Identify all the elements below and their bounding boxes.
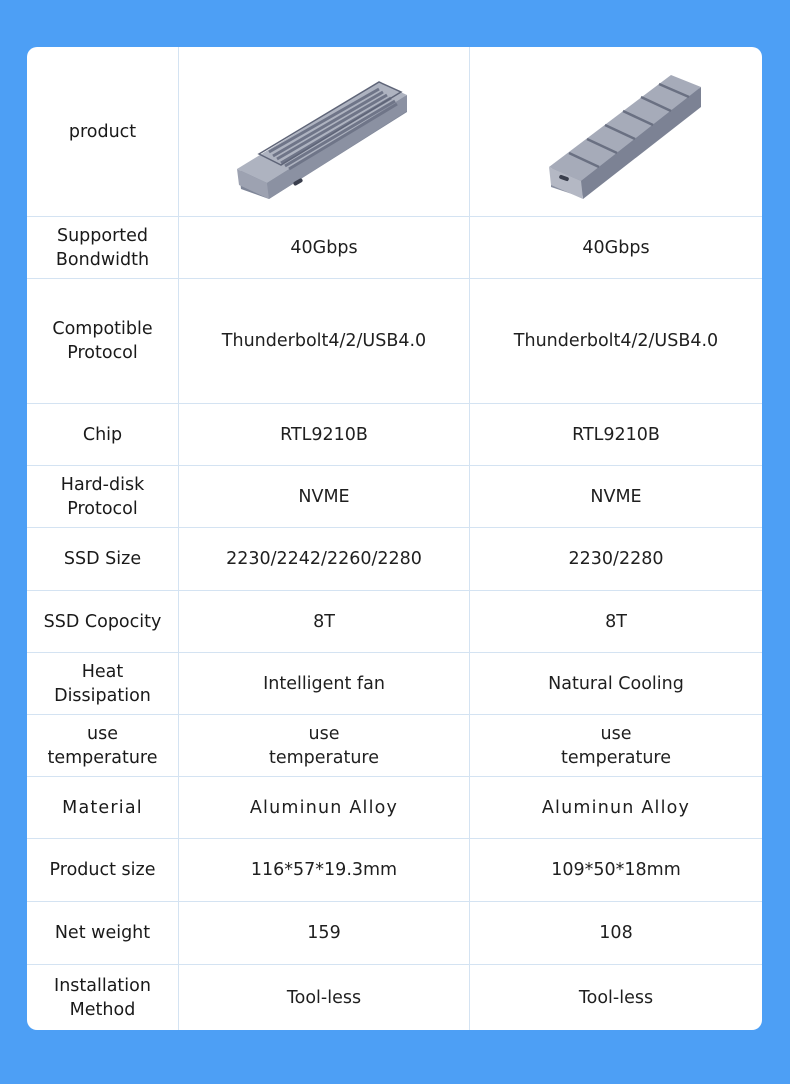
row-value-b: Thunderbolt4/2/USB4.0: [470, 279, 762, 404]
row-value-a: 159: [179, 902, 470, 965]
row-value-a: Aluminun Alloy: [179, 777, 470, 839]
row-label: Supported Bondwidth: [27, 217, 179, 279]
row-label: SSD Size: [27, 528, 179, 591]
product-a-cell: [179, 47, 470, 217]
row-value-b: Tool-less: [578, 987, 654, 1008]
row-label: Chip: [27, 404, 179, 466]
product-b-cell: [470, 47, 762, 217]
ssd-enclosure-with-fan-image: [229, 57, 419, 207]
row-label: use temperature: [27, 715, 179, 777]
row-label: Compotible Protocol: [27, 279, 179, 404]
header-label: product: [27, 47, 179, 217]
row-label: Product size: [27, 839, 179, 902]
row-value-b: 40Gbps: [470, 217, 762, 279]
row-value-a: Thunderbolt4/2/USB4.0: [179, 279, 470, 404]
row-value-b: Natural Cooling: [470, 653, 762, 715]
comparison-card: [27, 47, 762, 1030]
row-label: Heat Dissipation: [27, 653, 179, 715]
row-value-b: NVME: [470, 466, 762, 528]
row-label: Material: [27, 777, 179, 839]
row-value-a: NVME: [179, 466, 470, 528]
row-label: Net weight: [27, 902, 179, 965]
row-value-a: use temperature: [179, 715, 470, 777]
row-value-b: 109*50*18mm: [470, 839, 762, 902]
row-value-a: 2230/2242/2260/2280: [179, 528, 470, 591]
row-value-a: RTL9210B: [179, 404, 470, 466]
row-label: Installation Method: [27, 965, 179, 1030]
row-value-a: 40Gbps: [179, 217, 470, 279]
row-value-a: 116*57*19.3mm: [179, 839, 470, 902]
ssd-enclosure-ribbed-image: [521, 57, 711, 207]
row-value-b: 8T: [470, 591, 762, 653]
row-value-b: 2230/2280: [470, 528, 762, 591]
row-value-b: 108: [470, 902, 762, 965]
row-value-a: Tool-less: [179, 965, 470, 1030]
row-value-a: Intelligent fan: [179, 653, 470, 715]
row-value-b: RTL9210B: [470, 404, 762, 466]
row-value-b: Aluminun Alloy: [470, 777, 762, 839]
row-value-b: use temperature: [470, 715, 762, 777]
row-label: Hard-disk Protocol: [27, 466, 179, 528]
row-value-a: 8T: [179, 591, 470, 653]
comparison-table: [27, 47, 762, 1030]
row-label: SSD Copocity: [27, 591, 179, 653]
